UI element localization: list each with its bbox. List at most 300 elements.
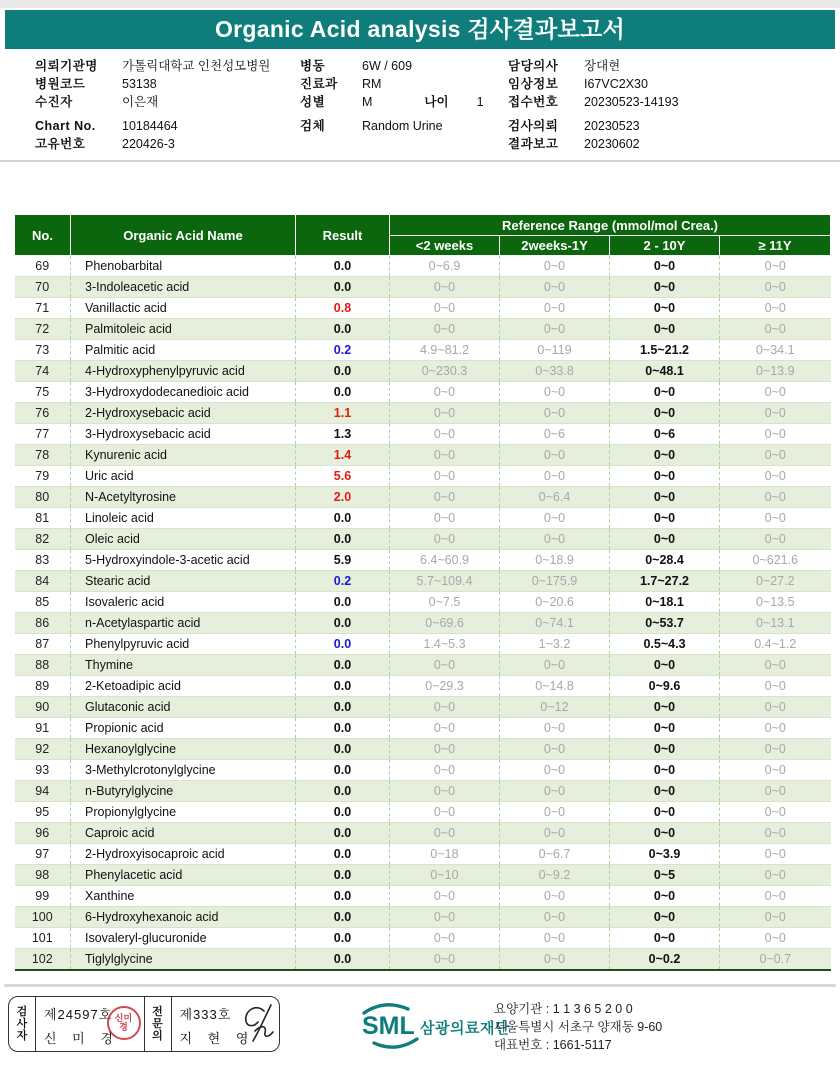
row-ref-2weeks-1y: 0~0 (500, 907, 610, 928)
sml-logo-text: SML (362, 1012, 415, 1040)
row-ref-under2weeks: 0~69.6 (390, 613, 500, 634)
row-ref-2-10y: 0~0 (610, 298, 720, 319)
row-ref-over11y: 0~0 (720, 718, 831, 739)
row-ref-over11y: 0~0 (720, 424, 831, 445)
row-acid-name: Phenylacetic acid (71, 865, 296, 886)
info-value: 10184464 (122, 119, 178, 133)
row-ref-2weeks-1y: 0~0 (500, 529, 610, 550)
row-ref-under2weeks: 0~0 (390, 487, 500, 508)
row-ref-2-10y: 0~53.7 (610, 613, 720, 634)
row-no: 70 (15, 277, 71, 298)
row-acid-name: 4-Hydroxyphenylpyruvic acid (71, 361, 296, 382)
info-value: M (362, 95, 373, 109)
row-ref-over11y: 0~621.6 (720, 550, 831, 571)
row-no: 71 (15, 298, 71, 319)
row-acid-name: Palmitoleic acid (71, 319, 296, 340)
row-ref-under2weeks: 0~0 (390, 382, 500, 403)
row-no: 101 (15, 928, 71, 949)
row-ref-2weeks-1y: 1~3.2 (500, 634, 610, 655)
row-ref-over11y: 0~0 (720, 844, 831, 865)
table-row (15, 277, 831, 298)
row-result: 0.0 (296, 592, 390, 613)
col-header-reference-range: Reference Range (mmol/mol Crea.) (390, 215, 831, 236)
row-ref-under2weeks: 0~0 (390, 739, 500, 760)
table-row (15, 760, 831, 781)
examiner-role-label: 검사자 (16, 1006, 28, 1042)
row-result: 0.0 (296, 781, 390, 802)
col-header-result: Result (296, 215, 390, 256)
row-ref-under2weeks: 0~0 (390, 760, 500, 781)
row-ref-over11y: 0~13.9 (720, 361, 831, 382)
row-ref-under2weeks: 4.9~81.2 (390, 340, 500, 361)
row-no: 84 (15, 571, 71, 592)
row-ref-2weeks-1y: 0~33.8 (500, 361, 610, 382)
row-ref-under2weeks: 0~29.3 (390, 676, 500, 697)
row-ref-2weeks-1y: 0~20.6 (500, 592, 610, 613)
row-ref-over11y: 0~0 (720, 781, 831, 802)
table-row (15, 634, 831, 655)
info-row-doctor (508, 57, 679, 75)
row-ref-under2weeks: 0~0 (390, 403, 500, 424)
row-ref-under2weeks: 0~7.5 (390, 592, 500, 613)
row-result: 0.0 (296, 823, 390, 844)
row-no: 96 (15, 823, 71, 844)
row-ref-2weeks-1y: 0~0 (500, 256, 610, 277)
table-row (15, 907, 831, 928)
info-value: Random Urine (362, 119, 443, 133)
table-row (15, 865, 831, 886)
row-ref-2-10y: 0~0 (610, 529, 720, 550)
row-no: 80 (15, 487, 71, 508)
row-ref-over11y: 0~0 (720, 382, 831, 403)
row-acid-name: 3-Hydroxydodecanedioic acid (71, 382, 296, 403)
row-ref-over11y: 0~0 (720, 256, 831, 277)
info-value: 20230602 (584, 137, 640, 151)
row-result: 0.2 (296, 571, 390, 592)
row-ref-2weeks-1y: 0~119 (500, 340, 610, 361)
row-no: 82 (15, 529, 71, 550)
info-value: 장대현 (584, 59, 621, 73)
info-value: 20230523-14193 (584, 95, 679, 109)
row-no: 93 (15, 760, 71, 781)
row-ref-over11y: 0~0.7 (720, 949, 831, 971)
row-ref-under2weeks: 0~0 (390, 466, 500, 487)
info-value: RM (362, 77, 382, 91)
row-ref-2-10y: 0~0 (610, 739, 720, 760)
table-row (15, 676, 831, 697)
row-ref-2weeks-1y: 0~0 (500, 739, 610, 760)
table-row (15, 823, 831, 844)
info-label: 검사의뢰 (508, 119, 559, 133)
row-ref-2-10y: 0~0 (610, 802, 720, 823)
info-row-institution (35, 57, 270, 75)
row-no: 97 (15, 844, 71, 865)
specialist-cert-no: 제333호 (179, 1007, 232, 1022)
table-row (15, 361, 831, 382)
row-ref-under2weeks: 0~0 (390, 781, 500, 802)
row-result: 0.0 (296, 760, 390, 781)
care-org-number: 요양기관 : 1 1 3 6 5 2 0 0 (494, 1002, 633, 1016)
examiner-cert-no: 제24597호 (44, 1007, 113, 1022)
row-ref-2-10y: 0~0 (610, 508, 720, 529)
row-acid-name: Caproic acid (71, 823, 296, 844)
row-ref-under2weeks: 0~0 (390, 508, 500, 529)
table-row (15, 298, 831, 319)
section-divider-bottom (4, 984, 836, 987)
info-label: 담당의사 (508, 59, 559, 73)
row-ref-under2weeks: 0~230.3 (390, 361, 500, 382)
row-ref-2-10y: 0~0 (610, 487, 720, 508)
row-acid-name: Vanillactic acid (71, 298, 296, 319)
row-ref-2weeks-1y: 0~0 (500, 403, 610, 424)
row-no: 86 (15, 613, 71, 634)
row-no: 74 (15, 361, 71, 382)
row-ref-2weeks-1y: 0~0 (500, 319, 610, 340)
row-result: 0.0 (296, 844, 390, 865)
row-ref-over11y: 0~0 (720, 865, 831, 886)
row-ref-2-10y: 0~0 (610, 907, 720, 928)
row-acid-name: n-Acetylaspartic acid (71, 613, 296, 634)
info-row-report-date (508, 135, 679, 153)
seal-stamp-icon: 신미경 (107, 1006, 141, 1040)
info-value-age: 1 (476, 95, 484, 109)
row-acid-name: 3-Methylcrotonylglycine (71, 760, 296, 781)
row-acid-name: Phenobarbital (71, 256, 296, 277)
info-value: 20230523 (584, 119, 640, 133)
row-result: 0.0 (296, 886, 390, 907)
row-result: 1.1 (296, 403, 390, 424)
row-ref-over11y: 0~0 (720, 655, 831, 676)
row-acid-name: 2-Hydroxysebacic acid (71, 403, 296, 424)
info-label-age: 나이 (424, 95, 449, 109)
row-acid-name: Phenylpyruvic acid (71, 634, 296, 655)
table-row (15, 256, 831, 277)
row-ref-under2weeks: 0~0 (390, 655, 500, 676)
row-acid-name: Xanthine (71, 886, 296, 907)
table-row (15, 508, 831, 529)
row-ref-2-10y: 0~0 (610, 823, 720, 844)
row-ref-under2weeks: 0~0 (390, 823, 500, 844)
col-header-ref-2-10y: 2 - 10Y (610, 236, 720, 256)
row-acid-name: Palmitic acid (71, 340, 296, 361)
row-ref-2weeks-1y: 0~0 (500, 466, 610, 487)
row-ref-under2weeks: 0~6.9 (390, 256, 500, 277)
col-header-ref-2weeks-1y: 2weeks-1Y (500, 236, 610, 256)
examiner-cell (36, 997, 144, 1051)
row-no: 99 (15, 886, 71, 907)
info-row-chart-no (35, 117, 270, 135)
row-no: 77 (15, 424, 71, 445)
row-result: 0.0 (296, 529, 390, 550)
row-ref-under2weeks: 0~0 (390, 277, 500, 298)
sml-logo (360, 1001, 420, 1049)
table-row (15, 697, 831, 718)
row-ref-under2weeks: 0~0 (390, 928, 500, 949)
row-ref-over11y: 0~0 (720, 802, 831, 823)
row-acid-name: Propionylglycine (71, 802, 296, 823)
row-ref-2-10y: 0~28.4 (610, 550, 720, 571)
info-row-department (300, 75, 484, 93)
row-ref-2-10y: 1.5~21.2 (610, 340, 720, 361)
row-ref-2-10y: 0~18.1 (610, 592, 720, 613)
info-row-unique-no (35, 135, 270, 153)
row-acid-name: Stearic acid (71, 571, 296, 592)
row-result: 0.0 (296, 907, 390, 928)
row-ref-2weeks-1y: 0~6 (500, 424, 610, 445)
row-ref-over11y: 0~0 (720, 487, 831, 508)
row-acid-name: n-Butyrylglycine (71, 781, 296, 802)
info-label: 병동 (300, 59, 326, 73)
row-ref-2-10y: 0~0 (610, 382, 720, 403)
row-ref-2weeks-1y: 0~0 (500, 802, 610, 823)
table-row (15, 340, 831, 361)
row-no: 73 (15, 340, 71, 361)
info-label: 의뢰기관명 (35, 59, 98, 73)
row-ref-2-10y: 0~3.9 (610, 844, 720, 865)
row-ref-2weeks-1y: 0~0 (500, 781, 610, 802)
row-ref-under2weeks: 0~0 (390, 697, 500, 718)
row-ref-under2weeks: 0~0 (390, 298, 500, 319)
row-ref-2-10y: 0~0 (610, 928, 720, 949)
row-no: 69 (15, 256, 71, 277)
row-no: 81 (15, 508, 71, 529)
row-ref-over11y: 0~0 (720, 676, 831, 697)
row-no: 72 (15, 319, 71, 340)
table-row (15, 781, 831, 802)
table-row (15, 718, 831, 739)
info-value: 이은재 (122, 95, 159, 109)
row-acid-name: Uric acid (71, 466, 296, 487)
row-ref-over11y: 0~13.1 (720, 613, 831, 634)
row-acid-name: 6-Hydroxyhexanoic acid (71, 907, 296, 928)
info-row-receipt-no (508, 93, 679, 111)
row-no: 92 (15, 739, 71, 760)
row-ref-2-10y: 0~0 (610, 256, 720, 277)
info-row-clinical-info (508, 75, 679, 93)
row-result: 0.0 (296, 949, 390, 971)
row-acid-name: 5-Hydroxyindole-3-acetic acid (71, 550, 296, 571)
org-contact-block (494, 1000, 662, 1054)
table-row (15, 592, 831, 613)
examiner-name: 신 미 경 (44, 1031, 119, 1046)
info-label: 고유번호 (35, 137, 86, 151)
row-ref-over11y: 0~13.5 (720, 592, 831, 613)
row-result: 1.4 (296, 445, 390, 466)
row-no: 85 (15, 592, 71, 613)
row-ref-under2weeks: 0~0 (390, 886, 500, 907)
info-label: 진료과 (300, 77, 338, 91)
row-result: 0.0 (296, 508, 390, 529)
row-ref-2-10y: 0~0 (610, 886, 720, 907)
table-row (15, 424, 831, 445)
table-row (15, 445, 831, 466)
row-ref-2weeks-1y: 0~18.9 (500, 550, 610, 571)
info-value: 가톨릭대학교 인천성모병원 (122, 59, 271, 73)
row-ref-under2weeks: 0~0 (390, 718, 500, 739)
row-ref-over11y: 0~27.2 (720, 571, 831, 592)
examiner-role-cell (9, 997, 36, 1051)
row-ref-over11y: 0~34.1 (720, 340, 831, 361)
row-ref-over11y: 0~0 (720, 403, 831, 424)
row-ref-over11y: 0~0 (720, 907, 831, 928)
row-ref-2-10y: 0.5~4.3 (610, 634, 720, 655)
row-ref-over11y: 0~0 (720, 529, 831, 550)
row-ref-over11y: 0~0 (720, 928, 831, 949)
table-row (15, 844, 831, 865)
row-result: 0.0 (296, 928, 390, 949)
row-no: 76 (15, 403, 71, 424)
specialist-role-cell (144, 997, 172, 1051)
info-row-request-date (508, 117, 679, 135)
org-address: 서울특별시 서초구 양재동 9-60 (494, 1020, 663, 1034)
row-result: 1.3 (296, 424, 390, 445)
row-acid-name: Linoleic acid (71, 508, 296, 529)
row-result: 0.0 (296, 865, 390, 886)
row-ref-under2weeks: 5.7~109.4 (390, 571, 500, 592)
row-ref-2weeks-1y: 0~74.1 (500, 613, 610, 634)
info-label: 검체 (300, 119, 326, 133)
info-label: Chart No. (35, 119, 96, 133)
row-ref-under2weeks: 0~0 (390, 529, 500, 550)
row-ref-2weeks-1y: 0~0 (500, 928, 610, 949)
row-ref-under2weeks: 6.4~60.9 (390, 550, 500, 571)
row-ref-2-10y: 0~6 (610, 424, 720, 445)
patient-info-left-column (35, 57, 270, 153)
row-no: 79 (15, 466, 71, 487)
row-no: 98 (15, 865, 71, 886)
row-ref-2weeks-1y: 0~9.2 (500, 865, 610, 886)
row-ref-2-10y: 0~48.1 (610, 361, 720, 382)
row-result: 0.0 (296, 634, 390, 655)
row-acid-name: Oleic acid (71, 529, 296, 550)
row-ref-2-10y: 0~0 (610, 277, 720, 298)
row-ref-over11y: 0~0 (720, 886, 831, 907)
row-acid-name: Glutaconic acid (71, 697, 296, 718)
info-row-hospital-code (35, 75, 270, 93)
row-ref-over11y: 0~0 (720, 508, 831, 529)
row-no: 89 (15, 676, 71, 697)
row-ref-2weeks-1y: 0~0 (500, 718, 610, 739)
table-row (15, 928, 831, 949)
row-ref-2weeks-1y: 0~0 (500, 655, 610, 676)
row-ref-over11y: 0~0 (720, 466, 831, 487)
col-header-name: Organic Acid Name (71, 215, 296, 256)
row-result: 5.9 (296, 550, 390, 571)
row-acid-name: Hexanoylglycine (71, 739, 296, 760)
row-acid-name: Thymine (71, 655, 296, 676)
row-acid-name: Isovaleric acid (71, 592, 296, 613)
row-result: 0.0 (296, 739, 390, 760)
row-ref-over11y: 0~0 (720, 760, 831, 781)
table-row (15, 319, 831, 340)
row-acid-name: N-Acetyltyrosine (71, 487, 296, 508)
results-table-section (14, 214, 830, 971)
row-no: 88 (15, 655, 71, 676)
row-ref-2-10y: 0~0 (610, 697, 720, 718)
org-phone: 대표번호 : 1661-5117 (494, 1038, 612, 1052)
table-row (15, 487, 831, 508)
row-result: 0.0 (296, 613, 390, 634)
row-ref-2weeks-1y: 0~0 (500, 886, 610, 907)
table-row (15, 949, 831, 971)
row-ref-over11y: 0.4~1.2 (720, 634, 831, 655)
row-ref-2-10y: 0~9.6 (610, 676, 720, 697)
row-no: 90 (15, 697, 71, 718)
row-ref-over11y: 0~0 (720, 697, 831, 718)
row-ref-2-10y: 0~0 (610, 655, 720, 676)
row-ref-2weeks-1y: 0~0 (500, 508, 610, 529)
table-row (15, 613, 831, 634)
row-acid-name: Kynurenic acid (71, 445, 296, 466)
row-ref-2weeks-1y: 0~6.7 (500, 844, 610, 865)
table-row (15, 655, 831, 676)
row-ref-2weeks-1y: 0~0 (500, 298, 610, 319)
table-row (15, 886, 831, 907)
org-name: 삼광의료재단 (420, 1020, 510, 1037)
row-ref-over11y: 0~0 (720, 277, 831, 298)
info-row-ward (300, 57, 484, 75)
specialist-role-label: 전문의 (152, 1006, 163, 1042)
signature-icon (234, 1001, 278, 1047)
top-border (0, 0, 840, 8)
row-ref-2weeks-1y: 0~14.8 (500, 676, 610, 697)
row-ref-under2weeks: 0~10 (390, 865, 500, 886)
row-ref-2weeks-1y: 0~0 (500, 760, 610, 781)
specialist-name: 지 현 영 (179, 1031, 255, 1046)
row-result: 0.0 (296, 256, 390, 277)
row-result: 0.0 (296, 319, 390, 340)
row-ref-2-10y: 0~0 (610, 760, 720, 781)
row-result: 0.8 (296, 298, 390, 319)
row-ref-under2weeks: 0~0 (390, 802, 500, 823)
row-result: 0.0 (296, 655, 390, 676)
row-ref-2-10y: 1.7~27.2 (610, 571, 720, 592)
row-ref-2-10y: 0~0.2 (610, 949, 720, 971)
col-header-no: No. (15, 215, 71, 256)
row-ref-2weeks-1y: 0~0 (500, 823, 610, 844)
row-ref-2-10y: 0~0 (610, 319, 720, 340)
row-result: 0.0 (296, 676, 390, 697)
results-table-body (15, 256, 831, 971)
info-label: 접수번호 (508, 95, 559, 109)
report-title: Organic Acid analysis 검사결과보고서 (5, 10, 835, 49)
row-result: 0.0 (296, 361, 390, 382)
row-ref-2-10y: 0~5 (610, 865, 720, 886)
info-row-patient-name (35, 93, 270, 111)
info-value: 6W / 609 (362, 59, 413, 73)
table-row (15, 802, 831, 823)
row-ref-over11y: 0~0 (720, 445, 831, 466)
row-ref-2weeks-1y: 0~12 (500, 697, 610, 718)
row-ref-under2weeks: 0~0 (390, 907, 500, 928)
info-row-specimen (300, 117, 484, 135)
row-ref-under2weeks: 0~0 (390, 949, 500, 971)
table-row (15, 739, 831, 760)
patient-info-middle-column (300, 57, 484, 135)
row-ref-2-10y: 0~0 (610, 403, 720, 424)
row-ref-2-10y: 0~0 (610, 718, 720, 739)
row-acid-name: 2-Hydroxyisocaproic acid (71, 844, 296, 865)
info-label: 수진자 (35, 95, 73, 109)
row-acid-name: 3-Hydroxysebacic acid (71, 424, 296, 445)
row-acid-name: Tiglylglycine (71, 949, 296, 971)
row-ref-under2weeks: 0~0 (390, 445, 500, 466)
row-no: 100 (15, 907, 71, 928)
table-row (15, 550, 831, 571)
row-ref-under2weeks: 1.4~5.3 (390, 634, 500, 655)
table-row (15, 403, 831, 424)
row-ref-over11y: 0~0 (720, 298, 831, 319)
